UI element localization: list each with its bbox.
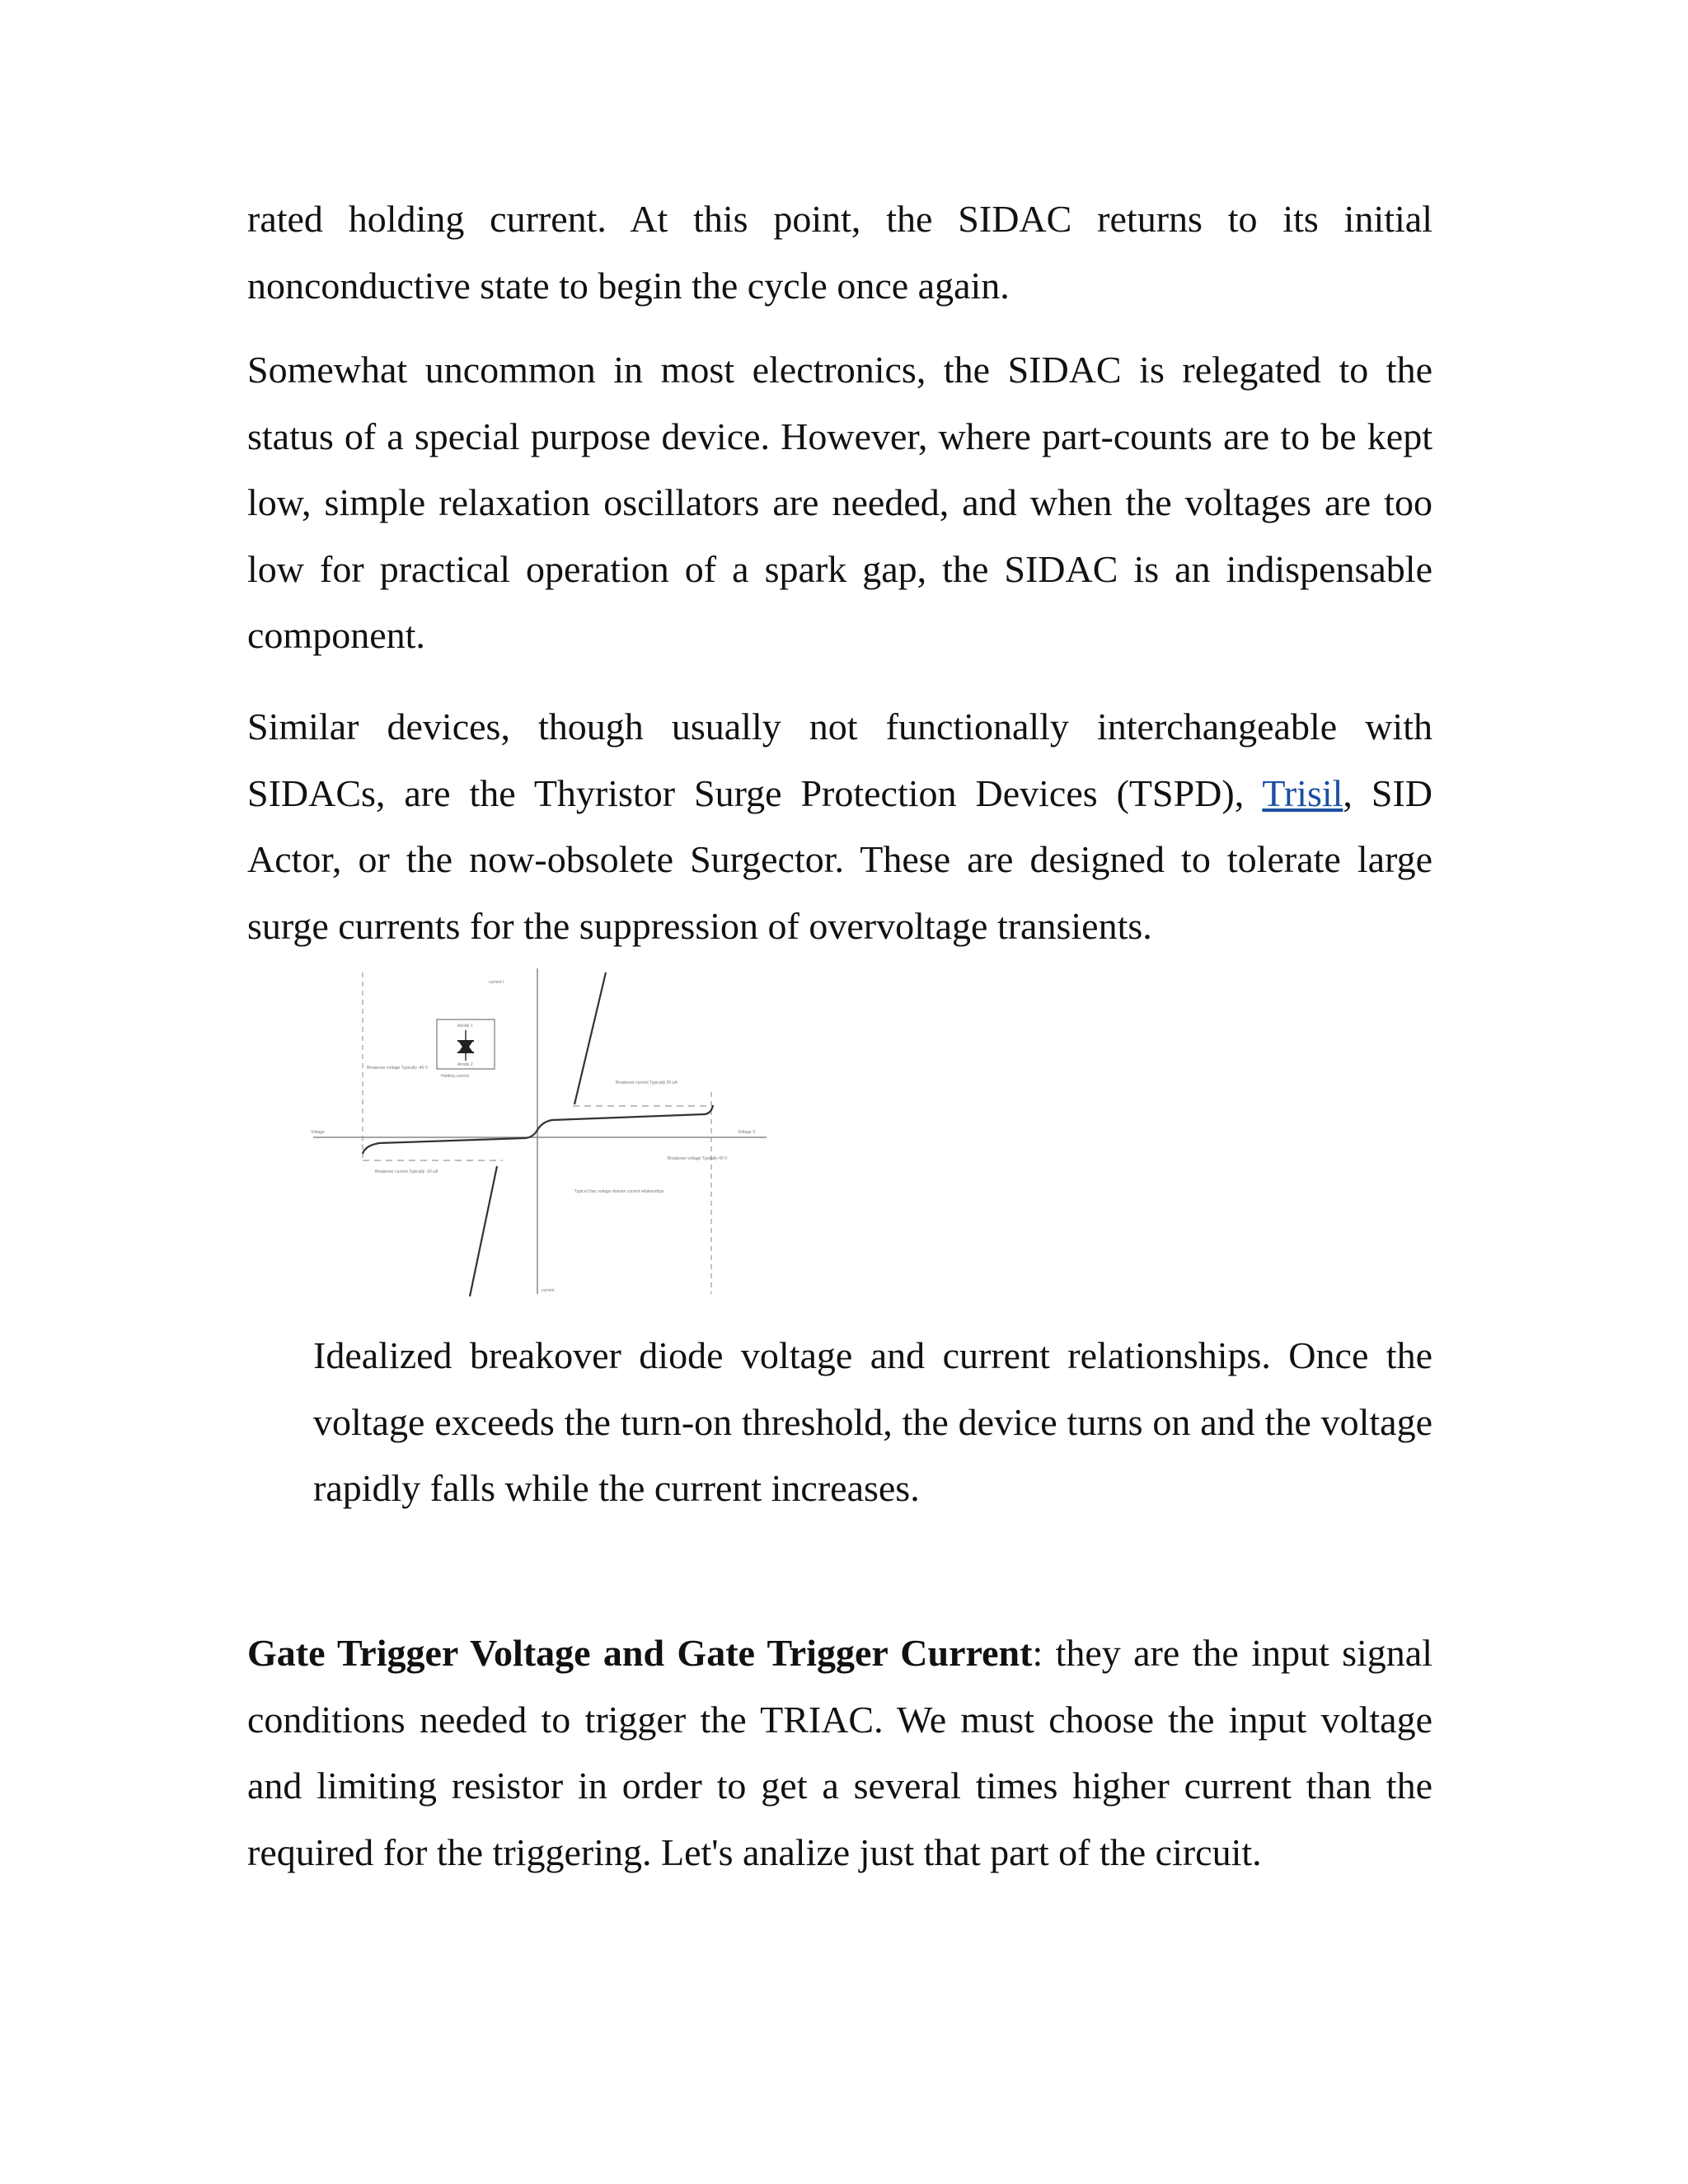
- gate-trigger-heading: Gate Trigger Voltage and Gate Trigger Current: [247, 1632, 1033, 1674]
- label-anode1: Anode 1: [457, 1024, 473, 1029]
- paragraph-special-purpose: Somewhat uncommon in most electronics, the SIDAC is relegated to the status of a special purpose device. However, where part-counts are to be kept low, simple relaxation oscillators are needed, and when the voltages are too low for practical operation of a spark gap, the SIDAC is an indispensable component.: [247, 349, 1432, 656]
- paragraph-similar-devices: [247, 694, 1432, 959]
- label-breakover-current-neg: Breakover current Typically -20 uA: [375, 1169, 438, 1174]
- paragraph-similar-devices-text-2: , SID Actor, or the now-obsolete Surgector. These are designed to tolerate large surge currents for the suppression of overvoltage transients.: [247, 771, 1432, 947]
- label-holding-current: Holding current: [441, 1074, 469, 1079]
- trisil-link[interactable]: Trisil: [1262, 771, 1343, 814]
- label-relationship: Typical Diac voltage domain current relationships: [574, 1189, 664, 1194]
- paragraph-holding-current: rated holding current. At this point, the SIDAC returns to its initial nonconductive state to begin the cycle once again.: [247, 198, 1432, 307]
- label-anode2: Anode 2: [457, 1062, 473, 1067]
- label-breakover-current-pos: Breakover current Typically 20 uA: [616, 1080, 678, 1085]
- label-breakover-pos: Breakover voltage Typically 40 V: [668, 1156, 728, 1161]
- paragraph-similar-devices-text-1: Similar devices, though usually not functionally interchangeable with SIDACs, are the Thyristor Surge Protection Devices (TSPD),: [247, 705, 1432, 814]
- label-breakover-neg: Breakover voltage Typically -40 V: [367, 1066, 429, 1071]
- iv-curve-negative-branch: [470, 1166, 497, 1296]
- diac-iv-characteristic-figure: [309, 968, 771, 1298]
- label-voltage-pos: Voltage V: [738, 1130, 756, 1135]
- diac-iv-graph: [309, 968, 771, 1298]
- label-voltage-neg: Voltage: [311, 1130, 325, 1135]
- iv-curve-positive-branch: [574, 972, 606, 1104]
- figure-caption: Idealized breakover diode voltage and current relationships. Once the voltage exceeds the turn-on threshold, the device turns on and the voltage rapidly falls while the current increases.: [313, 1334, 1432, 1509]
- label-current-neg: current: [542, 1288, 555, 1293]
- gate-trigger-text: : they are the input signal conditions needed to trigger the TRIAC. We must choose the input voltage and limiting resistor in order to get a several times higher current than the required for the triggering. Let's analize just that part of the circuit.: [247, 1632, 1432, 1873]
- paragraph-gate-trigger: [247, 1620, 1432, 1886]
- label-current-pos: current I: [489, 980, 504, 985]
